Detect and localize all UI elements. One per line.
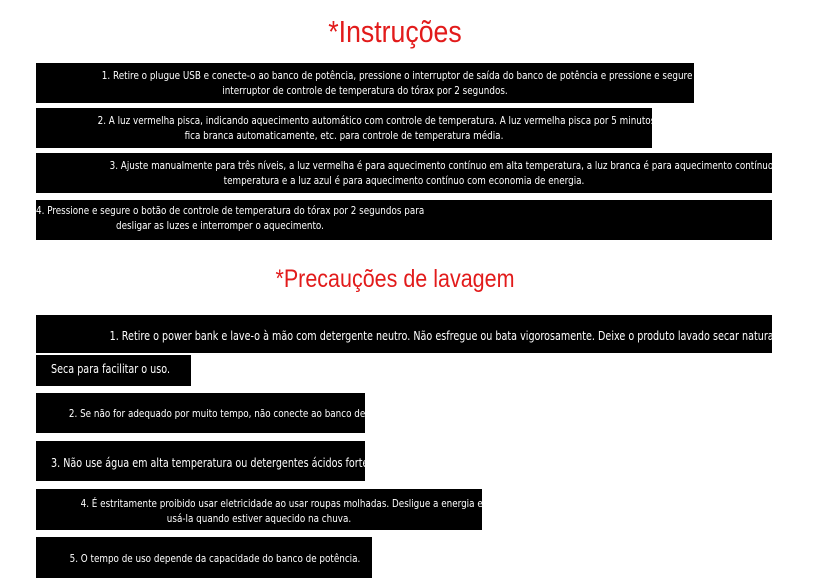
washing-item-1-line-1: 1. Retire o power bank e lave-o à mão com detergente neutro. Não esfregue ou bata vigorosamente. Deixe o produto lavado secar naturalmente. [109,329,811,343]
instruction-item-2-line-1: 2. A luz vermelha pisca, indicando aquecimento automático com controle de temperatura. A luz vermelha pisca por 5 minutos e depois [97,114,696,127]
washing-item-2-line-1: 2. Se não for adequado por muito tempo, não conecte ao banco de potência. [68,407,409,420]
instruction-item-3-line-2: temperatura e a luz azul é para aquecimento contínuo com economia de energia. [223,174,585,187]
washing-item-5 [36,537,372,578]
instructions-heading: *Instruções [328,14,462,49]
washing-item-3 [36,441,374,481]
washing-item-4 [36,489,520,530]
instruction-item-4-line-1: 4. Pressione e segure o botão de controle de temperatura do tórax por 2 segundos para [36,204,425,217]
instruction-item-4 [36,200,772,240]
washing-heading: *Precauções de lavagem [275,265,515,293]
washing-item-2 [36,393,409,433]
instruction-item-3-line-1: 3. Ajuste manualmente para três níveis, a luz vermelha é para aquecimento contínuo em alta temperatura, a luz branca é para aquecimento contínuo em média [109,159,820,172]
washing-item-5-line-1: 5. O tempo de uso depende da capacidade do banco de potência. [69,552,361,565]
washing-item-1-line-2: Seca para facilitar o uso. [51,362,171,376]
instruction-item-1-line-1: 1. Retire o plugue USB e conecte-o ao banco de potência, pressione o interruptor de saída do banco de potência e pressione e segure o [101,69,701,82]
instruction-item-3 [36,153,820,193]
washing-item-4-line-1: 4. É estritamente proibido usar eletricidade ao usar roupas molhadas. Desligue a energia e pare de [80,497,520,510]
instruction-item-2-line-2: fica branca automaticamente, etc. para controle de temperatura média. [184,129,504,142]
instruction-item-4-line-2: desligar as luzes e interromper o aquecimento. [116,219,324,232]
instruction-item-1-line-2: interruptor de controle de temperatura do tórax por 2 segundos. [222,84,508,97]
instruction-item-2 [36,108,696,148]
washing-item-4-line-2: usá-la quando estiver aquecido na chuva. [166,512,352,525]
washing-item-1 [36,315,811,353]
washing-item-1-continuation [36,355,191,386]
washing-item-3-line-1: 3. Não use água em alta temperatura ou detergentes ácidos fortes [51,456,374,470]
instruction-item-1 [36,63,701,103]
